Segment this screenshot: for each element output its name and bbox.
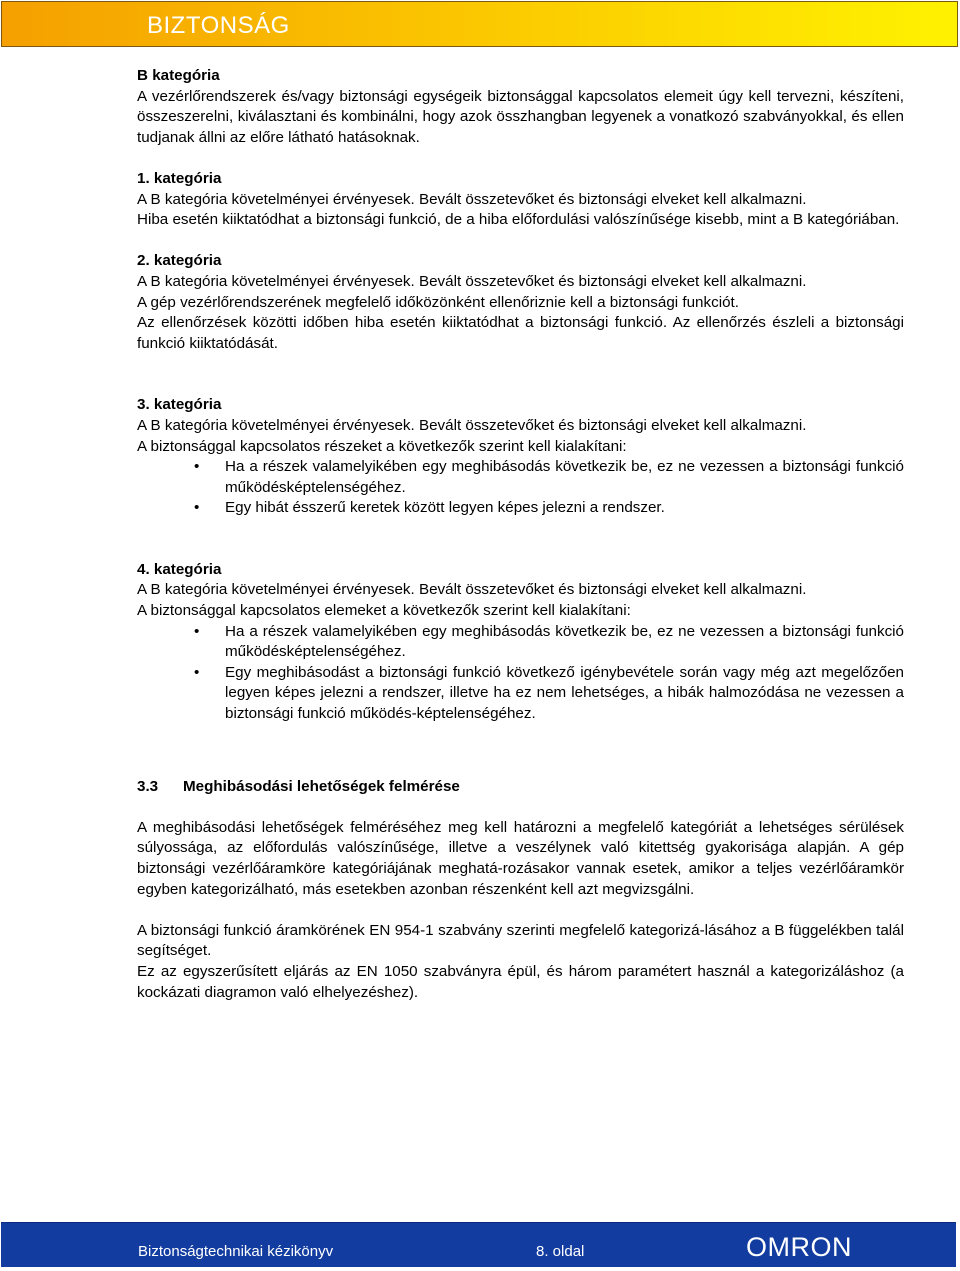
category-1-line1: A B kategória követelményei érvényesek. Bevált összetevőket és biztonsági elveket kell alkalmazni.	[137, 190, 807, 208]
page-number: 8. oldal	[536, 1243, 585, 1260]
category-4-line1: A B kategória követelményei érvényesek. Bevált összetevőket és biztonsági elveket kell alkalmazni.	[137, 581, 807, 599]
section-b-category	[137, 66, 904, 148]
bullet-icon: •	[194, 663, 200, 681]
list-item	[194, 498, 904, 519]
category-1-title: 1. kategória	[137, 169, 222, 187]
section-paragraph-1: A meghibásodási lehetőségek felméréséhez meg kell határozni a megfelelő kategóriát a lehetséges sérülések súlyossága, az előfordulás valószínűsége, illetve a veszélynek való kitettség gyakorisága alapján. A gép biztonsági vezérlőáramköre kategóriájának meghatá-rozásakor vannak esetek, amikor a teljes vezérlőáramkör egyben kategorizálható, más esetekben azonban részenként kell azt megvizsgálni.	[137, 818, 904, 898]
bullet-text: Ha a részek valamelyikében egy meghibásodás következik be, ez ne vezessen a biztonsági funkció működésképtelenségéhez.	[225, 622, 904, 661]
section-category-4	[137, 560, 904, 725]
category-2-title: 2. kategória	[137, 252, 222, 270]
category-4-line2: A biztonsággal kapcsolatos elemeket a következők szerint kell kialakítani:	[137, 602, 631, 620]
category-3-line1: A B kategória követelményei érvényesek. Bevált összetevőket és biztonsági elveket kell alkalmazni.	[137, 416, 807, 434]
category-3-bullet-list	[137, 457, 904, 519]
category-1-line2: Hiba esetén kiiktatódhat a biztonsági funkció, de a hiba előfordulási valószínűsége kisebb, mint a B kategóriában.	[137, 211, 900, 229]
section-category-1	[137, 169, 904, 231]
page-title: BIZTONSÁG	[147, 12, 290, 39]
bullet-icon: •	[194, 458, 200, 476]
section-category-3	[137, 395, 904, 519]
section-category-2	[137, 251, 904, 354]
section-paragraph-2: A biztonsági funkció áramkörének EN 954-1 szabvány szerinti megfelelő kategorizá-lásához a B függelékben talál segítséget.	[137, 921, 904, 960]
category-2-line2: A gép vezérlőrendszerének megfelelő időközönként ellenőriznie kell a biztonsági funkciót.	[137, 293, 739, 311]
document-body	[137, 66, 904, 1024]
bullet-text: Ha a részek valamelyikében egy meghibásodás következik be, ez ne vezessen a biztonsági funkció működésképtelenségéhez.	[225, 458, 904, 496]
section-heading	[137, 777, 904, 798]
b-category-title: B kategória	[137, 67, 220, 84]
category-4-bullet-list	[137, 622, 904, 725]
section-number: 3.3	[137, 777, 159, 795]
omron-logo: OMRON	[746, 1232, 852, 1262]
section-paragraph-3: Ez az egyszerűsített eljárás az EN 1050 szabványra épül, és három paramétert használ a kategorizáláshoz (a kockázati diagramon való elhelyezéshez).	[137, 962, 904, 1001]
footer-bar	[1, 1222, 956, 1267]
category-2-line3: Az ellenőrzések közötti időben hiba esetén kiiktatódhat a biztonsági funkció. Az ellenőrzés észleli a biztonsági funkció kiiktatódását.	[137, 314, 904, 352]
category-3-line2: A biztonsággal kapcsolatos részeket a következők szerint kell kialakítani:	[137, 437, 627, 455]
list-item	[194, 663, 904, 725]
bullet-icon: •	[194, 622, 200, 640]
category-2-line1: A B kategória követelményei érvényesek. Bevált összetevőket és biztonsági elveket kell alkalmazni.	[137, 272, 807, 290]
category-3-title: 3. kategória	[137, 396, 222, 414]
b-category-text: A vezérlőrendszerek és/vagy biztonsági egységeik biztonsággal kapcsolatos elemeit úgy kell tervezni, készíteni, összeszerelni, kiválasztani és kombinálni, hogy azok összhangban legyenek a vonatkozó szabványokkal, és ellen tudjanak állni az előre látható hatásoknak.	[137, 87, 904, 146]
list-item	[194, 457, 904, 498]
list-item	[194, 622, 904, 663]
section-3-3	[137, 777, 904, 1004]
footer-book-title: Biztonságtechnikai kézikönyv	[138, 1243, 334, 1260]
bullet-text: Egy hibát ésszerű keretek között legyen képes jelezni a rendszer.	[225, 499, 665, 517]
category-4-title: 4. kategória	[137, 560, 222, 578]
bullet-icon: •	[194, 499, 200, 517]
bullet-text: Egy meghibásodást a biztonsági funkció következő igénybevétele során vagy még azt megelőzően legyen képes jelezni a rendszer, illetve ha ez nem lehetséges, a hibák halmozódása ne vezessen a biztonsági funkció működés-képtelenségéhez.	[225, 663, 904, 723]
header-bar	[1, 1, 958, 47]
section-title: Meghibásodási lehetőségek felmérése	[183, 777, 460, 795]
